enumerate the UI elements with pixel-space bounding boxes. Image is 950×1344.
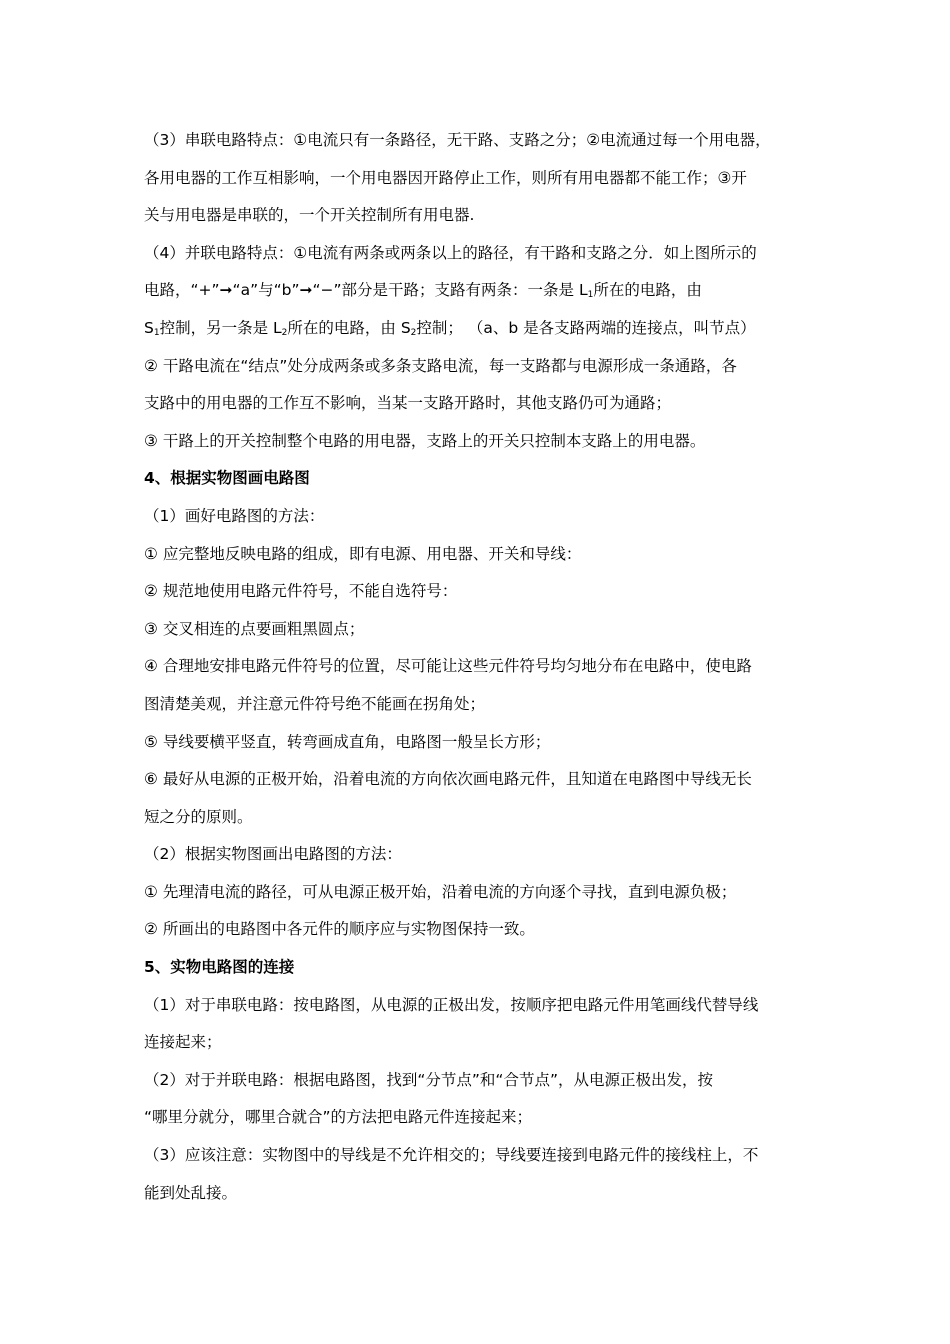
list-item-6: ⑥ 最好从电源的正极开始，沿着电流的方向依次画电路元件，且知道在电路图中导线无长 — [144, 770, 752, 789]
text-line-parallel-feature-6: ③ 干路上的开关控制整个电路的用电器，支路上的开关只控制本支路上的用电器。 — [144, 431, 706, 450]
text-segment: 控制； （a、b 是各支路两端的连接点，叫节点） — [416, 318, 756, 337]
subscript: 2 — [281, 327, 288, 338]
list-item-4-cont: 图清楚美观，并注意元件符号绝不能画在拐角处； — [144, 694, 486, 713]
subscript: 1 — [587, 290, 594, 301]
list-item-4: ④ 合理地安排电路元件符号的位置，尽可能让这些元件符号均匀地分布在电路中，使电路 — [144, 657, 752, 676]
text-line-note-1: （3）应该注意：实物图中的导线是不允许相交的；导线要连接到电路元件的接线柱上，不 — [144, 1146, 759, 1165]
text-segment: 控制，另一条是 L — [159, 318, 282, 337]
text-line-connect-parallel-2: “哪里分就分，哪里合就合”的方法把电路元件连接起来； — [144, 1108, 533, 1127]
text-line-series-feature-3: 关与用电器是串联的，一个开关控制所有用电器. — [144, 206, 475, 225]
list-item-5: ⑤ 导线要横平竖直，转弯画成直角，电路图一般呈长方形； — [144, 732, 551, 751]
list-item-2: ② 规范地使用电路元件符号，不能自选符号： — [144, 582, 458, 601]
list-item-3: ③ 交叉相连的点要画粗黑圆点； — [144, 619, 365, 638]
subscript: 2 — [410, 327, 417, 338]
text-segment: 电路，“+”➞“a”与“b”➞“−”部分是干路；支路有两条：一条是 L — [144, 281, 588, 300]
text-line-connect-parallel-1: （2）对于并联电路：根据电路图，找到“分节点”和“合节点”，从电源正极出发，按 — [144, 1070, 713, 1089]
text-line-connect-series-1: （1）对于串联电路：按电路图，从电源的正极出发，按顺序把电路元件用笔画线代替导线 — [144, 995, 759, 1014]
section-heading-5: 5、实物电路图的连接 — [144, 958, 295, 977]
section-heading-4: 4、根据实物图画电路图 — [144, 469, 310, 488]
text-line-parallel-feature-5: 支路中的用电器的工作互不影响，当某一支路开路时，其他支路仍可为通路； — [144, 394, 672, 413]
list-item-1: ① 应完整地反映电路的组成，即有电源、用电器、开关和导线： — [144, 544, 582, 563]
text-line-series-feature-1: （3）串联电路特点：①电流只有一条路径，无干路、支路之分；②电流通过每一个用电器， — [144, 131, 771, 149]
text-line-parallel-feature-1: （4）并联电路特点：①电流有两条或两条以上的路径，有干路和支路之分．如上图所示的 — [144, 243, 757, 262]
subscript: 1 — [153, 327, 160, 338]
subheading-from-physical: （2）根据实物图画出电路图的方法： — [144, 845, 402, 864]
list-item-6-cont: 短之分的原则。 — [144, 807, 253, 826]
list-item-physical-2: ② 所画出的电路图中各元件的顺序应与实物图保持一致。 — [144, 920, 535, 939]
text-line-note-2: 能到处乱接。 — [144, 1183, 238, 1202]
text-line-parallel-feature-4: ② 干路电流在“结点”处分成两条或多条支路电流，每一支路都与电源形成一条通路，各 — [144, 356, 737, 375]
text-segment: S — [144, 318, 154, 337]
document-page — [144, 122, 820, 1212]
text-line-parallel-feature-2 — [144, 272, 820, 310]
text-line-series-feature-2: 各用电器的工作互相影响，一个用电器因开路停止工作，则所有用电器都不能工作；③开 — [144, 168, 747, 187]
list-item-physical-1: ① 先理清电流的路径，可从电源正极开始，沿着电流的方向逐个寻找，直到电源负极； — [144, 882, 737, 901]
text-line-parallel-feature-3 — [144, 310, 820, 348]
text-line-connect-series-2: 连接起来； — [144, 1033, 222, 1052]
text-segment: 所在的电路，由 S — [287, 318, 411, 337]
subheading-draw-method: （1）画好电路图的方法： — [144, 506, 325, 525]
text-segment: 所在的电路，由 — [593, 281, 702, 300]
